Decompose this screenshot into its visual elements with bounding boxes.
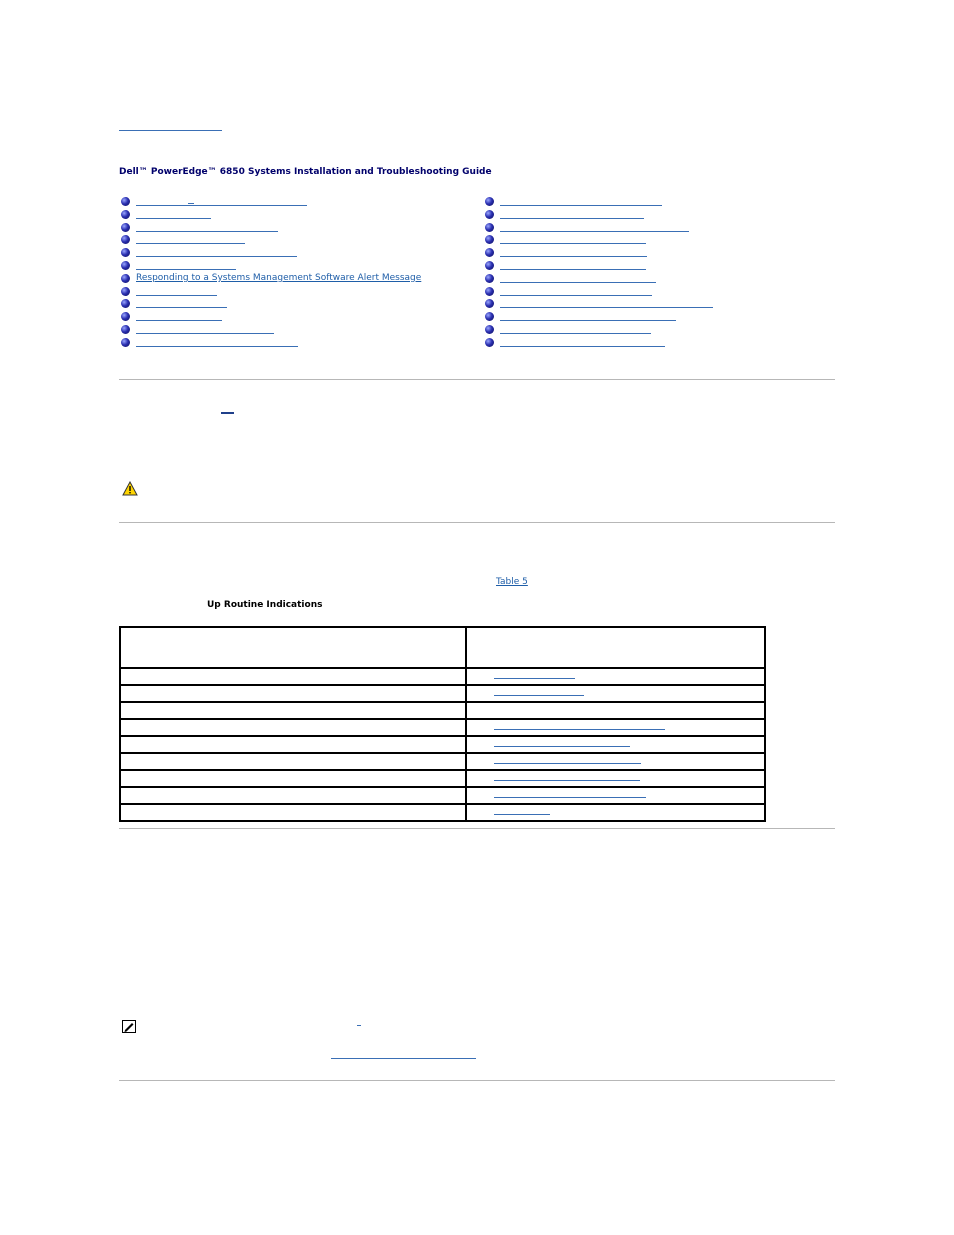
toc-item[interactable]: [485, 209, 845, 222]
toc-link[interactable]: [136, 205, 307, 206]
toc-link[interactable]: [500, 269, 646, 270]
bullet-icon: [485, 312, 494, 321]
toc-link[interactable]: [500, 346, 665, 347]
bullet-icon: [121, 223, 130, 232]
note-link-mark: [357, 1025, 361, 1026]
toc-item[interactable]: [485, 324, 845, 337]
startup-indications-table: [119, 626, 766, 822]
bullet-icon: [121, 287, 130, 296]
caution-icon: [122, 481, 138, 496]
table-row: [120, 804, 765, 821]
page-title: Dell™ PowerEdge™ 6850 Systems Installation and Troubleshooting Guide: [119, 167, 492, 177]
bullet-icon: [121, 210, 130, 219]
bullet-icon: [485, 210, 494, 219]
table-cell: [466, 753, 765, 770]
toc-item[interactable]: [485, 234, 845, 247]
section-anchor-link[interactable]: [221, 412, 234, 414]
toc-link[interactable]: [500, 256, 647, 257]
toc-link[interactable]: [500, 282, 656, 283]
table-row: [120, 685, 765, 702]
table-cell: [466, 719, 765, 736]
toc-link[interactable]: [500, 205, 662, 206]
note-icon: [122, 1020, 136, 1033]
section-divider: [119, 379, 835, 380]
toc-item[interactable]: [121, 234, 481, 247]
note-reference-link[interactable]: [331, 1058, 476, 1059]
table-row: [120, 719, 765, 736]
table-cell: [120, 702, 466, 719]
bullet-icon: [121, 338, 130, 347]
toc-link[interactable]: [136, 295, 217, 296]
bullet-icon: [485, 261, 494, 270]
bullet-icon: [485, 299, 494, 308]
table-cell-link[interactable]: [494, 729, 665, 730]
toc-link[interactable]: [136, 218, 211, 219]
table-cell-link[interactable]: [494, 678, 575, 679]
table-cell: [120, 753, 466, 770]
table-cell-link[interactable]: [494, 797, 646, 798]
toc-item[interactable]: [485, 311, 845, 324]
table-cell: [120, 770, 466, 787]
toc-item[interactable]: [485, 247, 845, 260]
table-cell: [120, 736, 466, 753]
toc-link[interactable]: [500, 295, 652, 296]
table-reference-link[interactable]: Table 5: [496, 577, 528, 587]
table-row: [120, 668, 765, 685]
table-cell: [466, 787, 765, 804]
toc-link[interactable]: [500, 243, 646, 244]
toc-link[interactable]: [500, 333, 651, 334]
table-cell: [466, 685, 765, 702]
toc-link[interactable]: [136, 346, 298, 347]
bullet-icon: [485, 325, 494, 334]
table-cell: [120, 668, 466, 685]
toc-link[interactable]: [136, 243, 245, 244]
toc-link[interactable]: [136, 307, 227, 308]
bullet-icon: [485, 197, 494, 206]
toc-item[interactable]: [485, 337, 845, 350]
table-cell: [120, 719, 466, 736]
table-row: [120, 753, 765, 770]
toc-item[interactable]: [485, 298, 845, 311]
table-cell-link[interactable]: [494, 695, 584, 696]
toc-item[interactable]: [485, 273, 845, 286]
toc-right-column: [485, 196, 845, 350]
bullet-icon: [485, 235, 494, 244]
toc-item[interactable]: [121, 209, 481, 222]
bullet-icon: [485, 287, 494, 296]
toc-item[interactable]: [121, 247, 481, 260]
bullet-icon: [485, 338, 494, 347]
bullet-icon: [121, 274, 130, 283]
table-cell-link[interactable]: [494, 746, 630, 747]
bullet-icon: [121, 325, 130, 334]
toc-link[interactable]: [136, 256, 297, 257]
toc-link[interactable]: [136, 320, 222, 321]
toc-item[interactable]: [485, 286, 845, 299]
toc-item[interactable]: [121, 273, 481, 286]
toc-item[interactable]: [121, 298, 481, 311]
toc-link[interactable]: [136, 269, 236, 270]
table-cell: [466, 668, 765, 685]
toc-link[interactable]: [136, 231, 278, 232]
table-header-cell: [120, 627, 466, 668]
table-header-cell: [466, 627, 765, 668]
toc-item[interactable]: [121, 311, 481, 324]
table-caption: Up Routine Indications: [207, 600, 323, 610]
toc-item[interactable]: [121, 260, 481, 273]
toc-item[interactable]: [485, 196, 845, 209]
bullet-icon: [485, 223, 494, 232]
toc-link[interactable]: [500, 320, 676, 321]
toc-link[interactable]: [500, 307, 713, 308]
bullet-icon: [121, 235, 130, 244]
toc-item[interactable]: [121, 222, 481, 235]
toc-link[interactable]: [500, 218, 644, 219]
table-cell: [466, 702, 765, 719]
section-divider: [119, 522, 835, 523]
toc-item[interactable]: [121, 324, 481, 337]
section-divider: [119, 1080, 835, 1081]
back-to-contents-link[interactable]: [119, 130, 222, 131]
table-cell-link[interactable]: [494, 814, 550, 815]
bullet-icon: [121, 248, 130, 257]
table-cell-link[interactable]: [494, 780, 640, 781]
table-row: [120, 770, 765, 787]
toc-link[interactable]: [136, 333, 274, 334]
bullet-icon: [485, 274, 494, 283]
table-cell: [466, 736, 765, 753]
bullet-icon: [121, 261, 130, 270]
table-row: [120, 736, 765, 753]
bullet-icon: [121, 312, 130, 321]
section-divider: [119, 828, 835, 829]
toc-left-column: [121, 196, 481, 350]
toc-item[interactable]: [121, 196, 481, 209]
toc-link[interactable]: [500, 231, 689, 232]
table-header-row: [120, 627, 765, 668]
toc-item[interactable]: [121, 286, 481, 299]
table-cell-link[interactable]: [494, 763, 641, 764]
toc-item[interactable]: [485, 222, 845, 235]
table-cell: [466, 770, 765, 787]
table-cell: [120, 787, 466, 804]
table-row: [120, 787, 765, 804]
table-cell: [120, 685, 466, 702]
toc-item[interactable]: [485, 260, 845, 273]
bullet-icon: [121, 197, 130, 206]
table-cell: [120, 804, 466, 821]
bullet-icon: [485, 248, 494, 257]
toc-item[interactable]: [121, 337, 481, 350]
table-row: [120, 702, 765, 719]
toc-link-mark: [188, 203, 194, 204]
table-cell: [466, 804, 765, 821]
toc-link-alert-message[interactable]: Responding to a Systems Management Software Alert Message: [136, 272, 422, 283]
bullet-icon: [121, 299, 130, 308]
